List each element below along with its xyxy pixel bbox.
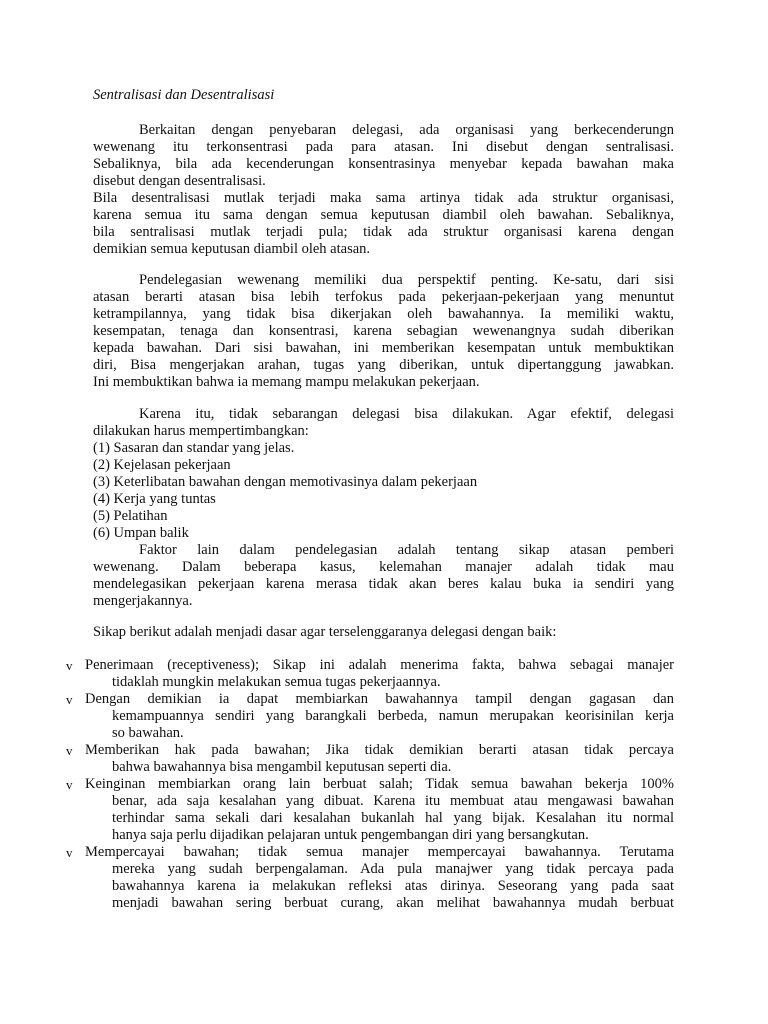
text-line: bawahannya karena ia melakukan refleksi atas dirinya. Seseorang yang pada saat [112, 878, 674, 894]
text-line: demikian semua keputusan diambil oleh atasan. [93, 241, 371, 257]
text-line: kepada bawahan. Dari sisi bawahan, ini memberikan kesempatan untuk membuktikan [93, 340, 674, 356]
text-line: benar, ada saja kesalahan yang dibuat. Karena itu membuat atau mengawasi bawahan [112, 793, 674, 809]
numbered-item: (5) Pelatihan [93, 508, 168, 524]
bullet-icon: v [66, 658, 73, 673]
paragraph-delegation-factors [93, 406, 674, 610]
text-line: Berkaitan dengan penyebaran delegasi, ada organisasi yang berkecenderungn [139, 122, 674, 138]
text-line: tidaklah mungkin melakukan semua tugas pekerjaannya. [112, 674, 441, 690]
text-line: Bila desentralisasi mutlak terjadi maka sama artinya tidak ada struktur organisasi, [93, 190, 674, 206]
attitude-bullet-list [66, 657, 674, 912]
text-line: terhindar sama sekali dari kesalahan bukanlah hal yang bijak. Kesalahan itu normal [112, 810, 674, 826]
numbered-item: (4) Kerja yang tuntas [93, 491, 216, 507]
bullet-item [66, 844, 674, 912]
page-title: Sentralisasi dan Desentralisasi [93, 87, 275, 103]
bullet-icon: v [66, 743, 73, 758]
text-line: hanya saja perlu dijadikan pelajaran untuk pengembangan diri yang bersangkutan. [112, 827, 589, 843]
paragraph-centralization [93, 122, 674, 258]
paragraph-attitudes-intro [93, 624, 674, 641]
text-line: Keinginan membiarkan orang lain berbuat salah; Tidak semua bawahan bekerja 100% [85, 776, 674, 792]
text-line: karena semua itu sama dengan semua keputusan diambil oleh bawahan. Sebaliknya, [93, 207, 674, 223]
numbered-item: (1) Sasaran dan standar yang jelas. [93, 440, 295, 456]
text-line: menjadi bawahan sering berbuat curang, akan melihat bawahannya mudah berbuat [112, 895, 674, 911]
text-line: diri, Bisa mengerjakan arahan, tugas yang diberikan, untuk dipertanggung jawabkan. [93, 357, 674, 373]
text-line: so bawahan. [112, 725, 184, 741]
text-line: Karena itu, tidak sebarangan delegasi bisa dilakukan. Agar efektif, delegasi [139, 406, 674, 422]
bullet-item [66, 742, 674, 776]
text-line: Sebaliknya, bila ada kecenderungan konsentrasinya menyebar kepada bawahan maka [93, 156, 674, 172]
text-line: Pendelegasian wewenang memiliki dua perspektif penting. Ke-satu, dari sisi [139, 272, 674, 288]
text-line: Mempercayai bawahan; tidak semua manajer mempercayai bawahannya. Terutama [85, 844, 674, 860]
numbered-item: (2) Kejelasan pekerjaan [93, 457, 231, 473]
text-line: Ini membuktikan bahwa ia memang mampu melakukan pekerjaan. [93, 374, 480, 390]
text-line: kesempatan, tenaga dan konsentrasi, karena sebagian wewenangnya sudah diberikan [93, 323, 674, 339]
text-line: ketrampilannya, yang tidak bisa dikerjakan oleh bawahannya. Ia memiliki waktu, [93, 306, 674, 322]
numbered-item: (3) Keterlibatan bawahan dengan memotivasinya dalam pekerjaan [93, 474, 478, 490]
paragraph-delegation-perspectives [93, 272, 674, 391]
text-line: Sikap berikut adalah menjadi dasar agar terselenggaranya delegasi dengan baik: [93, 624, 557, 640]
bullet-icon: v [66, 777, 73, 792]
text-line: Faktor lain dalam pendelegasian adalah tentang sikap atasan pemberi [139, 542, 674, 558]
text-line: disebut dengan desentralisasi. [93, 173, 266, 189]
bullet-icon: v [66, 845, 73, 860]
text-line: mereka yang sudah berpengalaman. Ada pula manajwer yang tidak percaya pada [112, 861, 674, 877]
numbered-item: (6) Umpan balik [93, 525, 189, 541]
bullet-item [66, 657, 674, 691]
text-line: Memberikan hak pada bawahan; Jika tidak demikian berarti atasan tidak percaya [85, 742, 674, 758]
text-line: kemampuannya sendiri yang barangkali berbeda, namun merupakan keorisinilan kerja [112, 708, 674, 724]
text-line: wewenang. Dalam beberapa kasus, kelemahan manajer adalah tidak mau [93, 559, 674, 575]
text-line: dilakukan harus mempertimbangkan: [93, 423, 309, 439]
text-line: mendelegasikan pekerjaan karena merasa tidak akan beres kalau buka ia sendiri yang [93, 576, 674, 592]
text-line: Dengan demikian ia dapat membiarkan bawahannya tampil dengan gagasan dan [85, 691, 674, 707]
text-line: atasan berarti atasan bisa lebih terfokus pada pekerjaan-pekerjaan yang menuntut [93, 289, 674, 305]
text-line: wewenang itu terkonsentrasi pada para atasan. Ini disebut dengan sentralisasi. [93, 139, 674, 155]
bullet-item [66, 776, 674, 844]
text-line: mengerjakannya. [93, 593, 193, 609]
text-line: bila sentralisasi mutlak terjadi pula; tidak ada struktur organisasi karena dengan [93, 224, 674, 240]
bullet-item [66, 691, 674, 742]
text-line: Penerimaan (receptiveness); Sikap ini adalah menerima fakta, bahwa sebagai manajer [85, 657, 674, 673]
text-line: bahwa bawahannya bisa mengambil keputusan seperti dia. [112, 759, 452, 775]
bullet-icon: v [66, 692, 73, 707]
